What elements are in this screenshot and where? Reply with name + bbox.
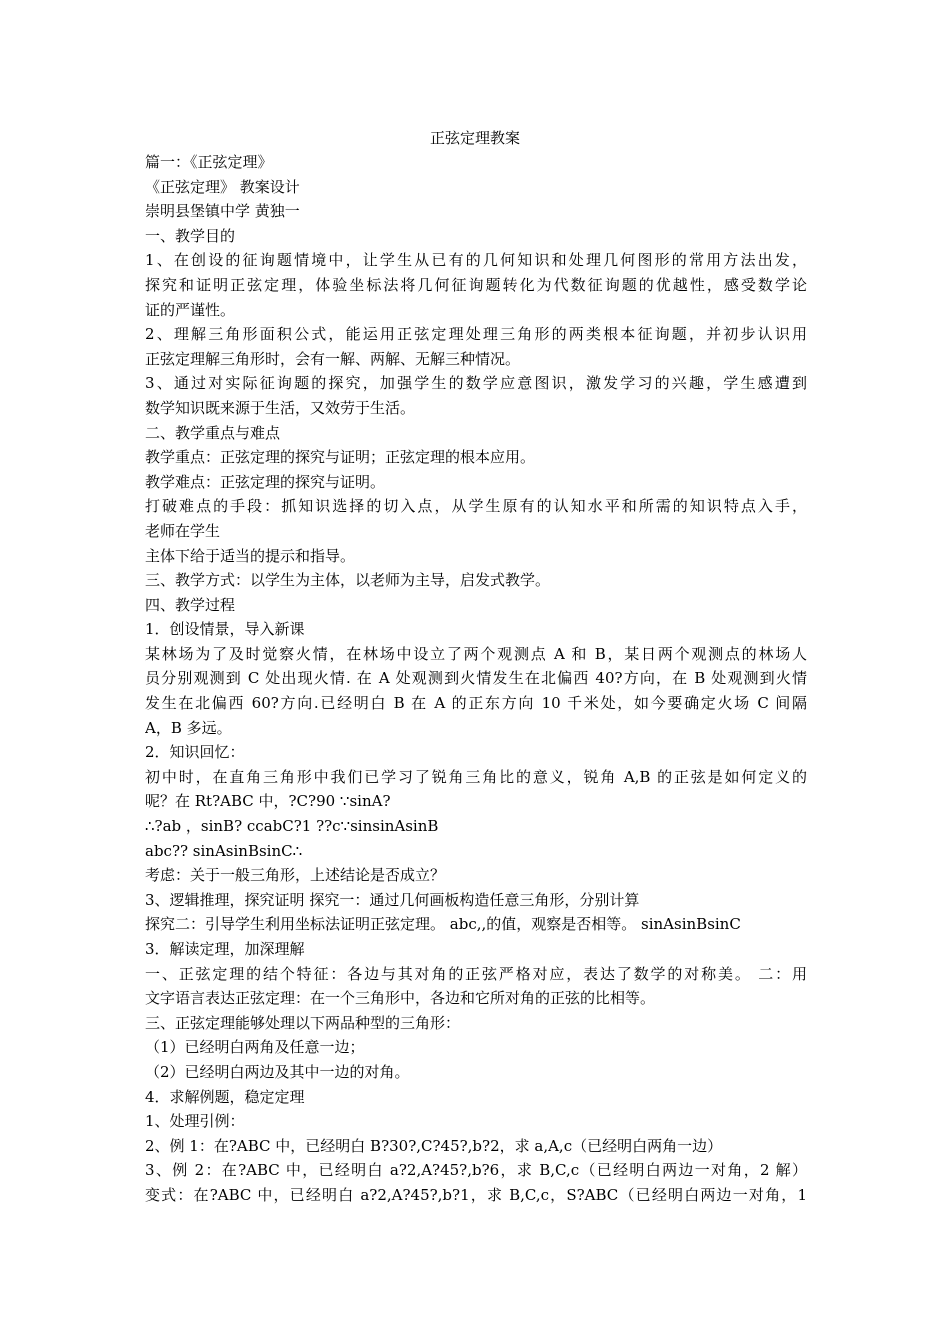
- document-body: [145, 150, 807, 1208]
- text-line: 3、逻辑推理，探究证明 探究一：通过几何画板构造任意三角形，分别计算: [145, 890, 640, 909]
- text-line: A，B 多远。: [145, 718, 232, 737]
- text-line: 1、在创设的征询题情境中，让学生从已有的几何知识和处理几何图形的常用方法出发，: [145, 251, 807, 270]
- text-line: 2、理解三角形面积公式，能运用正弦定理处理三角形的两类根本征询题，并初步认识用: [145, 325, 807, 344]
- text-line: 4．求解例题，稳定定理: [145, 1087, 305, 1106]
- text-line: 一、正弦定理的结个特征：各边与其对角的正弦严格对应，表达了数学的对称美。 二：用: [145, 964, 807, 983]
- text-line: 1、处理引例：: [145, 1112, 245, 1131]
- text-line: 崇明县堡镇中学 黄独一: [145, 202, 300, 221]
- text-line: 教学难点：正弦定理的探究与证明。: [145, 472, 386, 491]
- text-line: 二、教学重点与难点: [145, 423, 281, 442]
- text-line: 探究二：引导学生利用坐标法证明正弦定理。 abc,,的值，观察是否相等。 sinAsinBsinC: [145, 915, 741, 934]
- text-line: 教学重点：正弦定理的探究与证明；正弦定理的根本应用。: [145, 448, 536, 467]
- text-line: 文字语言表达正弦定理：在一个三角形中，各边和它所对角的正弦的比相等。: [145, 989, 656, 1008]
- text-line: 呢？在 Rt?ABC 中，?C?90 ∵sinA?: [145, 792, 391, 811]
- text-line: 篇一：《正弦定理》: [145, 153, 273, 171]
- text-line: 2、例 1：在?ABC 中，已经明白 B?30?,C?45?,b?2，求 a,A,c（已经明白两角一边）: [145, 1136, 723, 1155]
- text-line: 3、例 2：在?ABC 中，已经明白 a?2,A?45?,b?6，求 B,C,c（已经明白两边一对角，2 解）: [145, 1161, 807, 1180]
- text-line: 变式：在?ABC 中，已经明白 a?2,A?45?,b?1，求 B,C,c，S?ABC（已经明白两边一对角，1: [145, 1185, 807, 1204]
- text-line: 探究和证明正弦定理，体验坐标法将几何征询题转化为代数征询题的优越性，感受数学论: [145, 275, 807, 294]
- text-line: 初中时，在直角三角形中我们已学习了锐角三角比的意义，锐角 A,B 的正弦是如何定义的: [145, 767, 807, 786]
- text-line: 发生在北偏西 60?方向.已经明白 B 在 A 的正东方向 10 千米处，如今要确定火场 C 间隔: [145, 694, 807, 713]
- text-line: 1．创设情景，导入新课: [145, 620, 305, 639]
- text-line: （2）已经明白两边及其中一边的对角。: [145, 1062, 410, 1081]
- text-line: 老师在学生: [145, 521, 221, 540]
- text-line: 主体下给于适当的提示和指导。: [145, 546, 356, 565]
- text-line: 打破难点的手段：抓知识选择的切入点，从学生原有的认知水平和所需的知识特点入手，: [145, 497, 807, 516]
- text-line: 2．知识回忆：: [145, 743, 245, 762]
- text-line: ∴?ab ，sinB? ccabC?1 ??c∵sinsinAsinB: [145, 817, 439, 836]
- text-line: 正弦定理解三角形时，会有一解、两解、无解三种情况。: [145, 349, 521, 368]
- text-line: 3、通过对实际征询题的探究，加强学生的数学应意图识，激发学习的兴趣，学生感遭到: [145, 374, 807, 393]
- text-line: 考虑：关于一般三角形，上述结论是否成立？: [145, 866, 446, 885]
- text-line: 三、正弦定理能够处理以下两品种型的三角形：: [145, 1013, 461, 1032]
- document-title: 正弦定理教案: [429, 129, 520, 147]
- text-line: 数学知识既来源于生活，又效劳于生活。: [145, 398, 416, 417]
- text-line: 证的严谨性。: [145, 300, 236, 319]
- text-line: （1）已经明白两角及任意一边；: [145, 1038, 365, 1057]
- text-line: 四、教学过程: [145, 595, 236, 614]
- text-line: 某林场为了及时觉察火情，在林场中设立了两个观测点 A 和 B，某日两个观测点的林场人: [145, 644, 807, 663]
- text-line: 《正弦定理》 教案设计: [145, 177, 300, 196]
- text-line: 三、教学方式：以学生为主体，以老师为主导，启发式教学。: [145, 571, 551, 590]
- text-line: 员分别观测到 C 处出现火情. 在 A 处观测到火情发生在北偏西 40?方向，在 B 处观测到火情: [145, 669, 807, 688]
- text-line: 3．解读定理，加深理解: [145, 940, 305, 958]
- text-line: abc?? sinAsinBsinC∴: [145, 841, 303, 860]
- text-line: 一、教学目的: [145, 226, 236, 245]
